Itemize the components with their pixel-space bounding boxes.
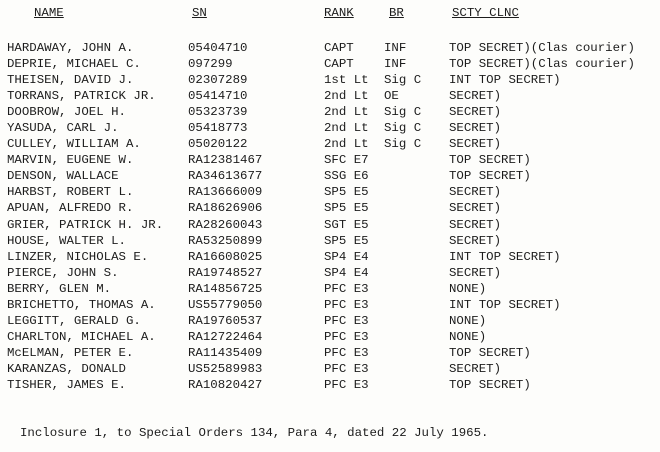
cell-rank: PFC E3: [324, 345, 369, 360]
cell-br: INF: [384, 41, 407, 55]
cell-rank: SFC E7: [324, 153, 369, 168]
cell-sn: RA10820427: [188, 377, 263, 392]
cell-rank: 2nd Lt: [324, 105, 369, 120]
cell-name: LEGGITT, GERALD G.: [7, 313, 141, 328]
table-row: [0, 56, 660, 72]
cell-name: THEISEN, DAVID J.: [7, 73, 134, 88]
cell-scty-clnc: SECRET): [449, 361, 502, 376]
cell-sn: RA14856725: [188, 281, 263, 296]
cell-scty-clnc: TOP SECRET)(Clas courier): [449, 57, 635, 72]
table-row: [0, 297, 660, 313]
cell-scty-clnc: SECRET): [449, 121, 502, 136]
header-rank: RANK: [324, 6, 354, 20]
cell-scty-clnc: SECRET): [449, 201, 502, 216]
cell-rank: SSG E6: [324, 169, 369, 184]
cell-rank: SP5 E5: [324, 201, 369, 216]
table-row: [0, 265, 660, 281]
cell-rank: PFC E3: [324, 281, 369, 296]
cell-br: Sig C: [384, 105, 422, 120]
table-row: [0, 184, 660, 200]
cell-sn: RA34613677: [188, 169, 263, 184]
cell-sn: US55779050: [188, 297, 263, 312]
cell-name: HARBST, ROBERT L.: [7, 185, 134, 200]
cell-sn: 05418773: [188, 121, 248, 136]
cell-name: TORRANS, PATRICK JR.: [7, 89, 156, 104]
cell-sn: 097299: [188, 57, 233, 72]
cell-rank: PFC E3: [324, 361, 369, 376]
header-name: NAME: [34, 6, 64, 20]
table-row: [0, 345, 660, 361]
cell-sn: RA12722464: [188, 329, 263, 344]
table-row: [0, 136, 660, 152]
table-row: [0, 233, 660, 249]
cell-scty-clnc: SECRET): [449, 217, 502, 232]
cell-br: Sig C: [384, 73, 422, 88]
cell-br: OE: [384, 89, 399, 104]
cell-scty-clnc: SECRET): [449, 89, 502, 104]
cell-br: Sig C: [384, 137, 422, 152]
cell-name: CULLEY, WILLIAM A.: [7, 137, 141, 152]
cell-rank: SP4 E4: [324, 265, 369, 280]
cell-rank: SGT E5: [324, 217, 369, 232]
cell-rank: CAPT: [324, 57, 354, 72]
cell-scty-clnc: TOP SECRET)(Clas courier): [449, 41, 635, 55]
cell-name: YASUDA, CARL J.: [7, 121, 119, 136]
cell-sn: 05404710: [188, 41, 248, 55]
cell-br: Sig C: [384, 121, 422, 136]
cell-rank: SP5 E5: [324, 233, 369, 248]
table-row: [0, 377, 660, 393]
cell-scty-clnc: TOP SECRET): [449, 169, 531, 184]
table-row: [0, 313, 660, 329]
cell-name: BRICHETTO, THOMAS A.: [7, 297, 156, 312]
cell-sn: RA19760537: [188, 313, 263, 328]
cell-name: TISHER, JAMES E.: [7, 377, 126, 392]
cell-name: McELMAN, PETER E.: [7, 345, 134, 360]
table-row: [0, 281, 660, 297]
cell-rank: CAPT: [324, 41, 354, 55]
cell-name: LINZER, NICHOLAS E.: [7, 249, 149, 264]
cell-sn: 05414710: [188, 89, 248, 104]
cell-rank: SP5 E5: [324, 185, 369, 200]
cell-rank: 1st Lt: [324, 73, 369, 88]
cell-rank: PFC E3: [324, 377, 369, 392]
cell-scty-clnc: SECRET): [449, 137, 502, 152]
cell-name: DENSON, WALLACE: [7, 169, 119, 184]
cell-rank: 2nd Lt: [324, 89, 369, 104]
cell-sn: RA53250899: [188, 233, 263, 248]
cell-name: MARVIN, EUGENE W.: [7, 153, 134, 168]
cell-scty-clnc: SECRET): [449, 105, 502, 120]
cell-name: HARDAWAY, JOHN A.: [7, 41, 134, 55]
cell-name: PIERCE, JOHN S.: [7, 265, 119, 280]
cell-scty-clnc: TOP SECRET): [449, 153, 531, 168]
cell-sn: RA13666009: [188, 185, 263, 200]
cell-scty-clnc: SECRET): [449, 185, 502, 200]
table-row: [0, 361, 660, 377]
cell-sn: 05323739: [188, 105, 248, 120]
table-row: [0, 329, 660, 345]
cell-name: DOOBROW, JOEL H.: [7, 105, 126, 120]
cell-scty-clnc: INT TOP SECRET): [449, 73, 561, 88]
cell-sn: RA12381467: [188, 153, 263, 168]
cell-sn: RA28260043: [188, 217, 263, 232]
table-row: [0, 88, 660, 104]
table-row: [0, 72, 660, 88]
cell-name: DEPRIE, MICHAEL C.: [7, 57, 141, 72]
table-row: [0, 217, 660, 233]
table-row: [0, 200, 660, 216]
cell-sn: 05020122: [188, 137, 248, 152]
cell-rank: PFC E3: [324, 313, 369, 328]
cell-scty-clnc: TOP SECRET): [449, 377, 531, 392]
cell-scty-clnc: TOP SECRET): [449, 345, 531, 360]
table-row: [0, 168, 660, 184]
header-scty-clnc: SCTY CLNC: [452, 6, 519, 20]
cell-scty-clnc: SECRET): [449, 265, 502, 280]
header-sn: SN: [192, 6, 207, 20]
cell-name: GRIER, PATRICK H. JR.: [7, 217, 164, 232]
cell-scty-clnc: INT TOP SECRET): [449, 249, 561, 264]
cell-scty-clnc: NONE): [449, 313, 487, 328]
cell-name: CHARLTON, MICHAEL A.: [7, 329, 156, 344]
cell-scty-clnc: NONE): [449, 281, 487, 296]
cell-name: BERRY, GLEN M.: [7, 281, 112, 296]
cell-rank: SP4 E4: [324, 249, 369, 264]
cell-rank: PFC E3: [324, 297, 369, 312]
cell-sn: RA18626906: [188, 201, 263, 216]
cell-name: KARANZAS, DONALD: [7, 361, 126, 376]
cell-name: HOUSE, WALTER L.: [7, 233, 126, 248]
cell-sn: US52589983: [188, 361, 263, 376]
cell-name: APUAN, ALFREDO R.: [7, 201, 134, 216]
cell-sn: RA11435409: [188, 345, 263, 360]
cell-br: INF: [384, 57, 407, 72]
cell-sn: 02307289: [188, 73, 248, 88]
cell-rank: 2nd Lt: [324, 137, 369, 152]
cell-scty-clnc: INT TOP SECRET): [449, 297, 561, 312]
cell-rank: PFC E3: [324, 329, 369, 344]
footer-note: Inclosure 1, to Special Orders 134, Para 4, dated 22 July 1965.: [20, 426, 489, 440]
table-row: [0, 120, 660, 136]
table-row: [0, 40, 660, 56]
cell-scty-clnc: NONE): [449, 329, 487, 344]
cell-scty-clnc: SECRET): [449, 233, 502, 248]
table-row: [0, 104, 660, 120]
table-row: [0, 249, 660, 265]
cell-rank: 2nd Lt: [324, 121, 369, 136]
table-row: [0, 152, 660, 168]
personnel-list: [0, 40, 660, 393]
cell-sn: RA19748527: [188, 265, 263, 280]
cell-sn: RA16608025: [188, 249, 263, 264]
header-br: BR: [389, 6, 404, 20]
